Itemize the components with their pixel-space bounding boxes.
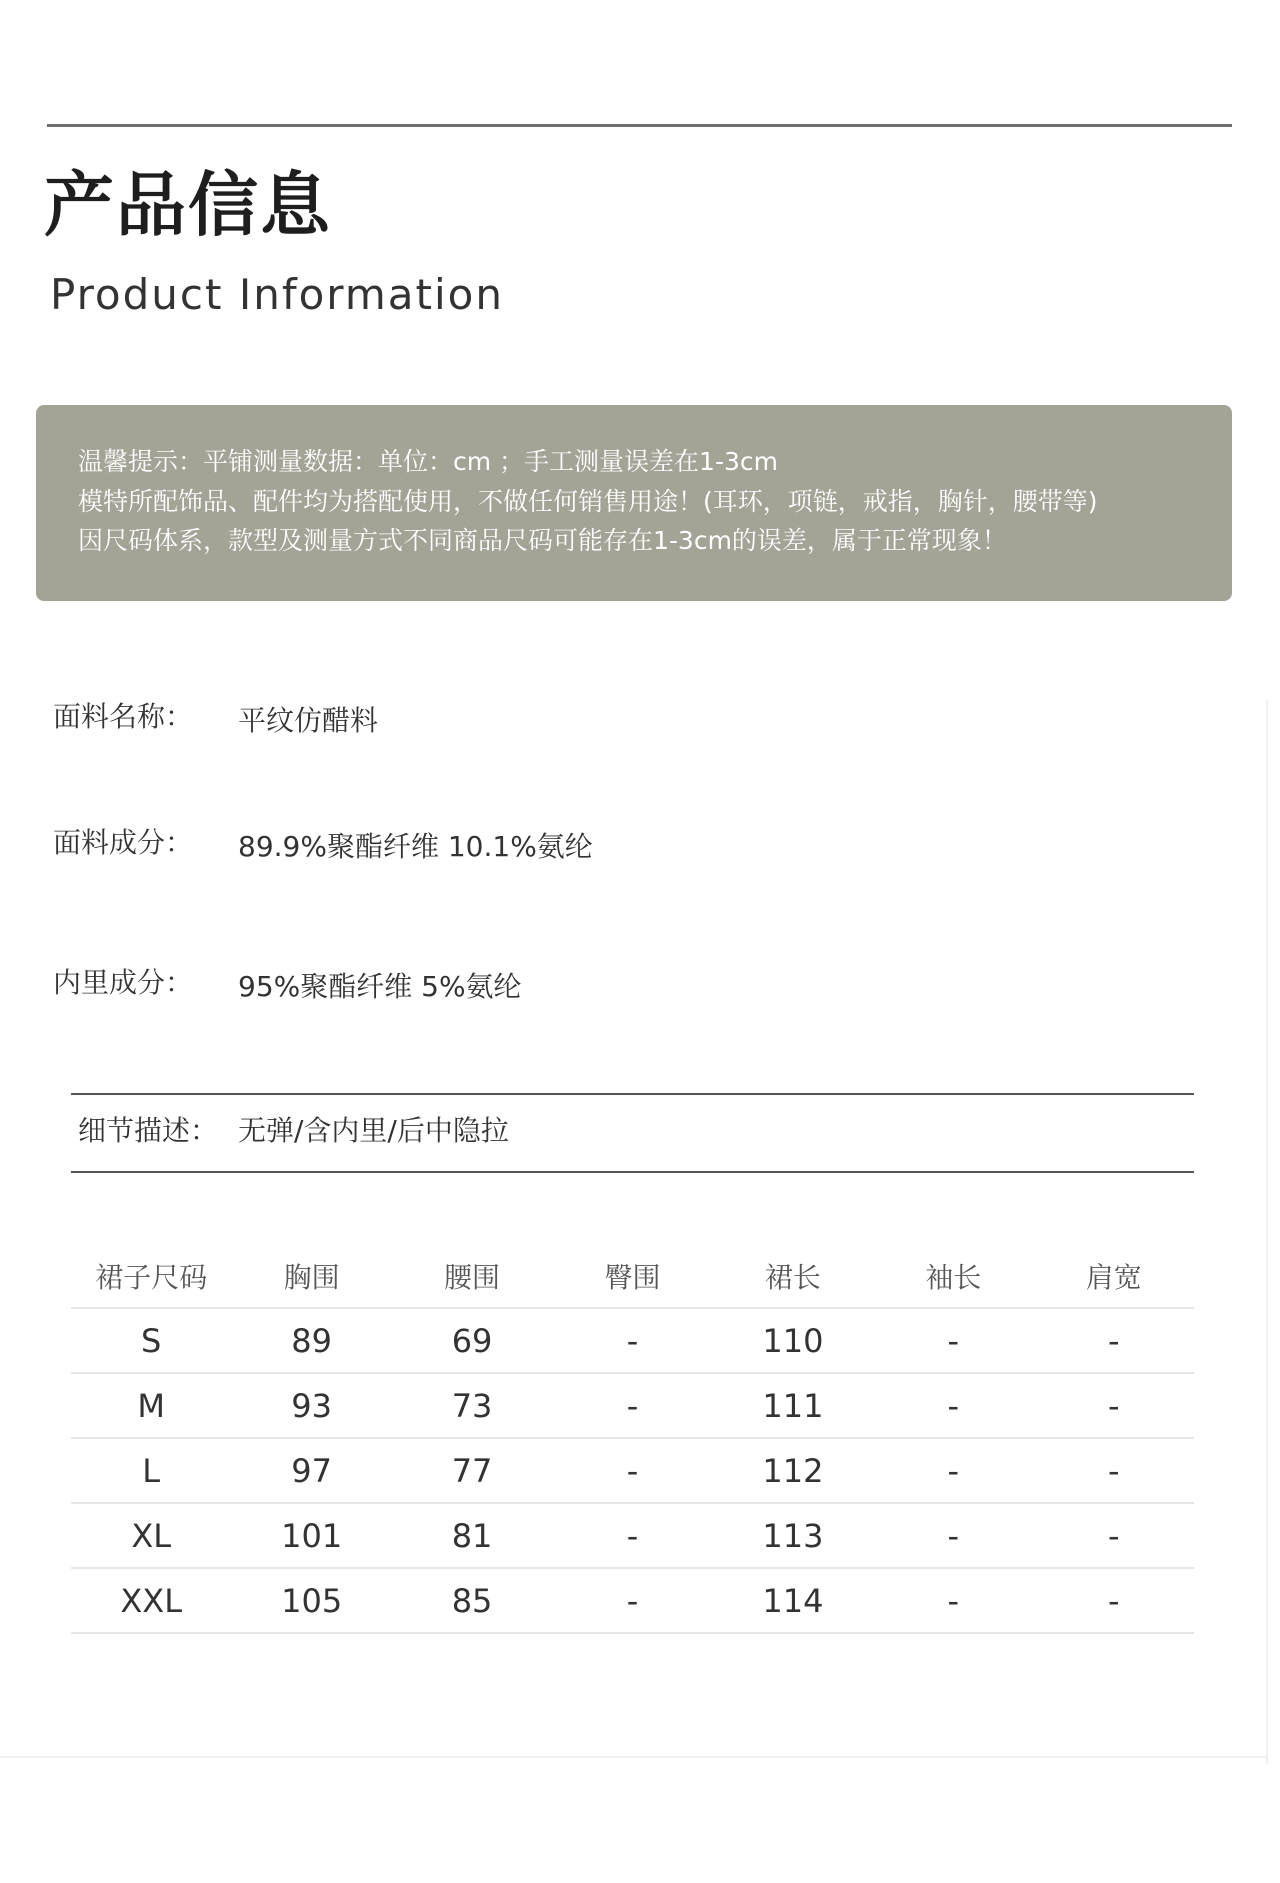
table-cell: - bbox=[1034, 1503, 1194, 1568]
table-cell: - bbox=[873, 1373, 1033, 1438]
fabric-name-value: 平纹仿醋料 bbox=[238, 704, 379, 737]
notice-line: 温馨提示：平铺测量数据：单位：cm ；手工测量误差在1-3cm bbox=[78, 447, 778, 476]
header-hip: 臀围 bbox=[604, 1261, 661, 1294]
fabric-name-row bbox=[53, 700, 379, 737]
fabric-composition-row bbox=[53, 826, 593, 863]
table-cell: 97 bbox=[231, 1438, 391, 1503]
frame-divider bbox=[1266, 700, 1268, 1764]
table-cell: - bbox=[552, 1568, 712, 1633]
table-cell: - bbox=[1034, 1438, 1194, 1503]
table-cell: 85 bbox=[392, 1568, 552, 1633]
fabric-composition-label: 面料成分： bbox=[53, 826, 194, 859]
header-shoulder-width: 肩宽 bbox=[1085, 1261, 1142, 1294]
table-cell: 110 bbox=[713, 1308, 873, 1373]
table-cell: - bbox=[1034, 1308, 1194, 1373]
table-cell: - bbox=[552, 1438, 712, 1503]
table-cell: 112 bbox=[713, 1438, 873, 1503]
table-cell: 114 bbox=[713, 1568, 873, 1633]
table-cell: 93 bbox=[231, 1373, 391, 1438]
table-cell: M bbox=[71, 1373, 231, 1438]
table-cell: - bbox=[1034, 1568, 1194, 1633]
notice-line: 模特所配饰品、配件均为搭配使用，不做任何销售用途！(耳环，项链，戒指，胸针，腰带等) bbox=[78, 487, 1098, 516]
notice-box bbox=[36, 405, 1232, 601]
table-cell: - bbox=[1034, 1373, 1194, 1438]
size-table bbox=[71, 1245, 1194, 1634]
header-bust: 胸围 bbox=[283, 1261, 340, 1294]
fabric-composition-value: 89.9%聚酯纤维 10.1%氨纶 bbox=[238, 830, 593, 863]
header-divider bbox=[47, 124, 1232, 127]
lining-composition-value: 95%聚酯纤维 5%氨纶 bbox=[238, 970, 522, 1003]
table-cell: 89 bbox=[231, 1308, 391, 1373]
lining-composition-row bbox=[53, 966, 522, 1003]
lining-composition-label: 内里成分： bbox=[53, 966, 194, 999]
table-cell: 101 bbox=[231, 1503, 391, 1568]
table-cell: - bbox=[552, 1503, 712, 1568]
table-cell: 69 bbox=[392, 1308, 552, 1373]
table-row bbox=[71, 1438, 1194, 1503]
table-cell: - bbox=[552, 1373, 712, 1438]
table-cell: 77 bbox=[392, 1438, 552, 1503]
table-cell: - bbox=[873, 1503, 1033, 1568]
page-subtitle: Product Information bbox=[50, 270, 504, 319]
table-cell: - bbox=[873, 1308, 1033, 1373]
page-title: 产品信息 bbox=[44, 164, 332, 246]
table-cell: 111 bbox=[713, 1373, 873, 1438]
table-row bbox=[71, 1568, 1194, 1633]
table-cell: 113 bbox=[713, 1503, 873, 1568]
table-cell: 73 bbox=[392, 1373, 552, 1438]
header-sleeve-length: 袖长 bbox=[925, 1261, 982, 1294]
detail-top-divider bbox=[71, 1093, 1194, 1095]
table-cell: - bbox=[873, 1568, 1033, 1633]
detail-bottom-divider bbox=[71, 1171, 1194, 1173]
frame-divider bbox=[0, 1756, 1266, 1758]
table-cell: 105 bbox=[231, 1568, 391, 1633]
header-waist: 腰围 bbox=[444, 1261, 501, 1294]
table-row bbox=[71, 1373, 1194, 1438]
detail-label: 细节描述： bbox=[78, 1114, 219, 1147]
table-cell: - bbox=[873, 1438, 1033, 1503]
size-table-header bbox=[71, 1245, 1194, 1308]
table-cell: 81 bbox=[392, 1503, 552, 1568]
detail-value: 无弹/含内里/后中隐拉 bbox=[238, 1114, 509, 1147]
table-row bbox=[71, 1308, 1194, 1373]
table-cell: L bbox=[71, 1438, 231, 1503]
header-size: 裙子尺码 bbox=[95, 1261, 208, 1294]
detail-row bbox=[78, 1114, 509, 1148]
table-cell: - bbox=[552, 1308, 712, 1373]
notice-line: 因尺码体系，款型及测量方式不同商品尺码可能存在1-3cm的误差，属于正常现象！ bbox=[78, 526, 1007, 555]
table-cell: S bbox=[71, 1308, 231, 1373]
table-row bbox=[71, 1503, 1194, 1568]
table-cell: XL bbox=[71, 1503, 231, 1568]
table-cell: XXL bbox=[71, 1568, 231, 1633]
fabric-name-label: 面料名称： bbox=[53, 700, 194, 733]
header-dress-length: 裙长 bbox=[764, 1261, 821, 1294]
